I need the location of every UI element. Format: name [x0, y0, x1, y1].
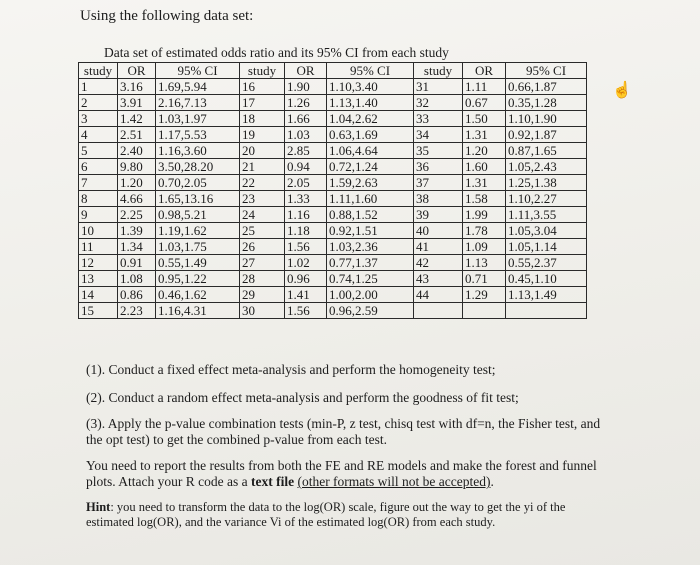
cell-or-3: 1.09	[463, 239, 506, 255]
cell-or-2: 2.85	[285, 143, 327, 159]
cell-ci-1: 0.46,1.62	[156, 287, 240, 303]
cell-or-3: 1.20	[463, 143, 506, 159]
cell-ci-2: 1.00,2.00	[327, 287, 414, 303]
cell-study-3: 42	[414, 255, 463, 271]
instructions-part1: You need to report the results from both the FE and RE models and make the forest and funnel plots. Attach your R code as a	[86, 458, 597, 489]
question-3: (3). Apply the p-value combination tests (min-P, z test, chisq test with df=n, the Fisher test, and the opt test) to get the combined p-value from each test.	[86, 416, 601, 447]
cell-ci-2: 1.04,2.62	[327, 111, 414, 127]
cell-ci-2: 0.88,1.52	[327, 207, 414, 223]
header-or-3: OR	[463, 63, 506, 79]
cell-study-2: 28	[240, 271, 285, 287]
cell-or-1: 1.34	[118, 239, 156, 255]
hint-label: Hint	[86, 500, 111, 514]
cell-ci-2: 0.77,1.37	[327, 255, 414, 271]
cell-ci-1: 1.16,3.60	[156, 143, 240, 159]
question-1: (1). Conduct a fixed effect meta-analysis and perform the homogeneity test;	[86, 362, 496, 377]
cell-study-2: 20	[240, 143, 285, 159]
cell-ci-1: 1.03,1.75	[156, 239, 240, 255]
cell-study-2: 25	[240, 223, 285, 239]
header-or-1: OR	[118, 63, 156, 79]
cell-study-3: 43	[414, 271, 463, 287]
cell-study-1: 3	[79, 111, 118, 127]
cell-study-1: 5	[79, 143, 118, 159]
questions-block	[86, 362, 606, 537]
cell-ci-1: 2.16,7.13	[156, 95, 240, 111]
table-body	[79, 79, 587, 319]
cell-or-2: 1.03	[285, 127, 327, 143]
cell-ci-3: 0.35,1.28	[506, 95, 587, 111]
odds-ratio-table	[78, 62, 587, 319]
table-row	[79, 239, 587, 255]
cell-or-1: 1.08	[118, 271, 156, 287]
cell-ci-3: 1.10,2.27	[506, 191, 587, 207]
cell-ci-3: 1.05,3.04	[506, 223, 587, 239]
cell-or-3: 1.29	[463, 287, 506, 303]
cell-or-3: 1.50	[463, 111, 506, 127]
instructions	[86, 458, 606, 490]
cell-study-2: 30	[240, 303, 285, 319]
cell-or-1: 3.16	[118, 79, 156, 95]
cell-or-1: 9.80	[118, 159, 156, 175]
cell-study-3: 33	[414, 111, 463, 127]
cell-study-1: 13	[79, 271, 118, 287]
cell-ci-2: 1.06,4.64	[327, 143, 414, 159]
header-study-1: study	[79, 63, 118, 79]
cell-or-1: 0.86	[118, 287, 156, 303]
cell-study-3: 41	[414, 239, 463, 255]
table-row	[79, 159, 587, 175]
cell-study-2: 27	[240, 255, 285, 271]
cell-ci-1: 1.65,13.16	[156, 191, 240, 207]
cell-ci-3: 0.66,1.87	[506, 79, 587, 95]
cell-study-1: 6	[79, 159, 118, 175]
cell-ci-2: 1.11,1.60	[327, 191, 414, 207]
cell-or-3: 1.78	[463, 223, 506, 239]
cell-ci-2: 0.74,1.25	[327, 271, 414, 287]
table-row	[79, 255, 587, 271]
table-row	[79, 287, 587, 303]
header-study-2: study	[240, 63, 285, 79]
cell-or-2: 0.96	[285, 271, 327, 287]
cell-or-3: 1.60	[463, 159, 506, 175]
table-row	[79, 191, 587, 207]
table-row	[79, 175, 587, 191]
cell-ci-3: 1.05,2.43	[506, 159, 587, 175]
cell-ci-1: 3.50,28.20	[156, 159, 240, 175]
cell-ci-1: 1.03,1.97	[156, 111, 240, 127]
header-study-3: study	[414, 63, 463, 79]
cell-study-3: 38	[414, 191, 463, 207]
cell-or-3: 1.11	[463, 79, 506, 95]
table-row	[79, 127, 587, 143]
cell-or-2: 1.56	[285, 239, 327, 255]
cell-study-2: 26	[240, 239, 285, 255]
cell-ci-3	[506, 303, 587, 319]
cell-or-2: 1.90	[285, 79, 327, 95]
cell-study-1: 4	[79, 127, 118, 143]
cell-ci-2: 0.92,1.51	[327, 223, 414, 239]
hint	[86, 500, 606, 530]
hint-text: : you need to transform the data to the log(OR) scale, figure out the way to get the yi of the estimated log(OR), and the variance Vi of the estimated log(OR) from each study.	[86, 500, 566, 529]
cell-ci-2: 1.13,1.40	[327, 95, 414, 111]
cell-or-3: 1.13	[463, 255, 506, 271]
cell-or-1: 1.20	[118, 175, 156, 191]
cell-study-1: 12	[79, 255, 118, 271]
cell-study-2: 19	[240, 127, 285, 143]
instructions-part3: .	[490, 474, 494, 489]
cell-or-2: 0.94	[285, 159, 327, 175]
header-ci-2: 95% CI	[327, 63, 414, 79]
cell-or-2: 1.66	[285, 111, 327, 127]
cell-ci-1: 1.69,5.94	[156, 79, 240, 95]
cell-study-3: 39	[414, 207, 463, 223]
table-header-row	[79, 63, 587, 79]
cell-study-3	[414, 303, 463, 319]
cell-ci-1: 1.19,1.62	[156, 223, 240, 239]
cell-study-3: 44	[414, 287, 463, 303]
cell-study-1: 14	[79, 287, 118, 303]
cell-ci-1: 0.55,1.49	[156, 255, 240, 271]
cell-study-2: 18	[240, 111, 285, 127]
cell-ci-1: 1.17,5.53	[156, 127, 240, 143]
table-row	[79, 207, 587, 223]
header-ci-3: 95% CI	[506, 63, 587, 79]
cell-study-3: 35	[414, 143, 463, 159]
cell-study-3: 40	[414, 223, 463, 239]
cell-ci-3: 0.45,1.10	[506, 271, 587, 287]
cell-or-3: 1.31	[463, 127, 506, 143]
intro-text: Using the following data set:	[80, 8, 254, 24]
cell-or-2: 1.56	[285, 303, 327, 319]
cell-study-1: 8	[79, 191, 118, 207]
cell-ci-3: 0.87,1.65	[506, 143, 587, 159]
cell-or-3: 1.99	[463, 207, 506, 223]
cell-ci-2: 1.10,3.40	[327, 79, 414, 95]
cell-or-1: 1.42	[118, 111, 156, 127]
cell-ci-3: 1.13,1.49	[506, 287, 587, 303]
instructions-underline: (other formats will not be accepted)	[297, 474, 491, 489]
cell-study-1: 11	[79, 239, 118, 255]
table-row	[79, 303, 587, 319]
cell-or-1: 1.39	[118, 223, 156, 239]
cell-or-1: 3.91	[118, 95, 156, 111]
cell-study-3: 36	[414, 159, 463, 175]
cell-study-1: 2	[79, 95, 118, 111]
cell-ci-3: 1.11,3.55	[506, 207, 587, 223]
cell-study-2: 16	[240, 79, 285, 95]
table-row	[79, 79, 587, 95]
instructions-bold: text file	[250, 474, 295, 489]
cell-or-1: 2.25	[118, 207, 156, 223]
cell-study-2: 22	[240, 175, 285, 191]
cell-study-1: 1	[79, 79, 118, 95]
cell-ci-2: 0.72,1.24	[327, 159, 414, 175]
cell-or-2: 1.41	[285, 287, 327, 303]
cell-or-3: 0.67	[463, 95, 506, 111]
cell-ci-3: 0.92,1.87	[506, 127, 587, 143]
cell-study-1: 9	[79, 207, 118, 223]
cell-study-2: 23	[240, 191, 285, 207]
table-row	[79, 271, 587, 287]
cell-study-3: 32	[414, 95, 463, 111]
cell-or-1: 4.66	[118, 191, 156, 207]
cell-study-3: 37	[414, 175, 463, 191]
cell-or-1: 0.91	[118, 255, 156, 271]
cell-or-3	[463, 303, 506, 319]
cell-ci-2: 1.59,2.63	[327, 175, 414, 191]
table-row	[79, 223, 587, 239]
cell-study-3: 31	[414, 79, 463, 95]
cell-study-1: 15	[79, 303, 118, 319]
cell-ci-2: 1.03,2.36	[327, 239, 414, 255]
cell-or-2: 1.02	[285, 255, 327, 271]
hand-cursor-icon: ☝	[612, 82, 632, 99]
cell-ci-3: 0.55,2.37	[506, 255, 587, 271]
cell-or-3: 1.31	[463, 175, 506, 191]
cell-study-2: 17	[240, 95, 285, 111]
cell-or-2: 1.18	[285, 223, 327, 239]
table-row	[79, 111, 587, 127]
cell-study-3: 34	[414, 127, 463, 143]
cell-study-1: 7	[79, 175, 118, 191]
cell-study-2: 21	[240, 159, 285, 175]
cell-study-2: 24	[240, 207, 285, 223]
cell-or-3: 1.58	[463, 191, 506, 207]
cell-or-3: 0.71	[463, 271, 506, 287]
cell-or-1: 2.23	[118, 303, 156, 319]
cell-ci-1: 0.95,1.22	[156, 271, 240, 287]
table-caption: Data set of estimated odds ratio and its 95% CI from each study	[104, 45, 449, 60]
header-or-2: OR	[285, 63, 327, 79]
header-ci-1: 95% CI	[156, 63, 240, 79]
table-row	[79, 95, 587, 111]
cell-ci-1: 0.70,2.05	[156, 175, 240, 191]
cell-ci-2: 0.63,1.69	[327, 127, 414, 143]
cell-or-2: 1.33	[285, 191, 327, 207]
cell-or-2: 1.16	[285, 207, 327, 223]
cell-or-2: 2.05	[285, 175, 327, 191]
cell-or-2: 1.26	[285, 95, 327, 111]
table-row	[79, 143, 587, 159]
cell-or-1: 2.51	[118, 127, 156, 143]
cell-ci-3: 1.10,1.90	[506, 111, 587, 127]
cell-ci-3: 1.25,1.38	[506, 175, 587, 191]
cell-ci-2: 0.96,2.59	[327, 303, 414, 319]
cell-study-1: 10	[79, 223, 118, 239]
question-2: (2). Conduct a random effect meta-analysis and perform the goodness of fit test;	[86, 390, 519, 405]
cell-or-1: 2.40	[118, 143, 156, 159]
cell-ci-1: 0.98,5.21	[156, 207, 240, 223]
cell-ci-1: 1.16,4.31	[156, 303, 240, 319]
cell-study-2: 29	[240, 287, 285, 303]
cell-ci-3: 1.05,1.14	[506, 239, 587, 255]
